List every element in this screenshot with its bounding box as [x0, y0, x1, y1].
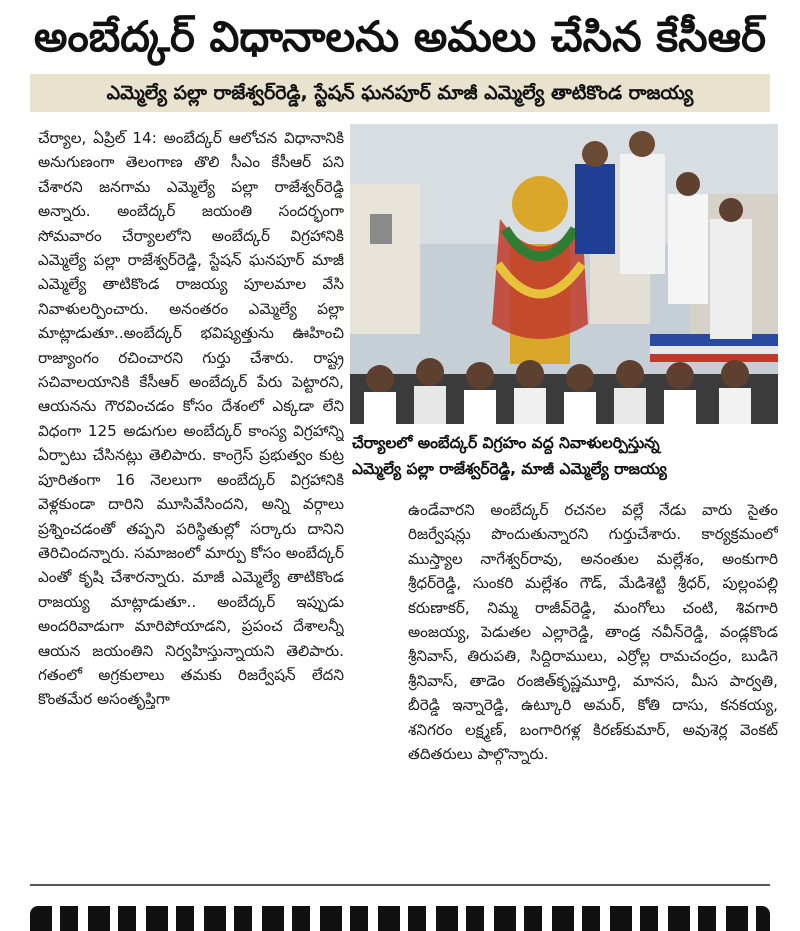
- article-subheadline: ఎమ్మెల్యే పల్లా రాజేశ్వర్‌రెడ్డి, స్టేషన్ ఘనపూర్ మాజీ ఎమ్మెల్యే తాటికొండ రాజయ్య: [30, 74, 770, 112]
- photo-caption-line-1: చేర్యాలలో అంబేద్కర్ విగ్రహం వద్ద నివాళులర్పిస్తున్న: [352, 434, 660, 452]
- news-photo: [350, 124, 778, 424]
- photo-caption-line-2: ఎమ్మెల్యే పల్లా రాజేశ్వర్‌రెడ్డి, మాజీ ఎమ్మెల్యే రాజయ్య: [352, 460, 667, 478]
- cropped-headline-glyphs: [30, 906, 770, 931]
- article-paragraph-right: ఉండేవారని అంబేద్కర్ రచనల వల్లే నేడు వారు సైతం రిజర్వేషన్లు పొందుతున్నారని గుర్తుచేశారు. కార్యక్రమంలో ముస్త్యాల నాగేశ్వర్‌రావు, అనంతుల మల్లేశం, అంకుగారి శ్రీధర్‌రెడ్డి, సుంకరి మల్లేశం గౌడ్, మేడిశెట్టి శ్రీధర్, పుల్లంపల్లి కరుణాకర్, నిమ్మ రాజీవ్‌రెడ్డి, మంగోలు చంటి, శివగారి అంజయ్య, పెడుతల ఎల్లారెడ్డి, తాండ్ర నవీన్‌రెడ్డి, వండ్లకొండ శ్రీనివాస్, తిరుపతి, సిద్దిరాములు, ఎర్రోల్ల రామచంద్రం, బుడిగె శ్రీనివాస్, తాడెం రంజిత్‌కృష్ణమూర్తి, మానస, మీస పార్వతి, బీరెడ్డి ఇన్నారెడ్డి, ఉట్కూరి అమర్, కోతి దాసు, కనకయ్య, శనిగరం లక్ష్మణ్, బంగారిగళ్ల కిరణ్‌కుమార్, అవుశెర్ల వెంకట్ తదితరులు పాల్గొన్నారు.: [408, 501, 778, 764]
- article-headline: అంబేద్కర్ విధానాలను అమలు చేసిన కేసీఆర్: [33, 12, 767, 61]
- next-article-headline-cropped: [0, 894, 800, 931]
- photo-caption: [352, 430, 778, 482]
- photo-illustration: [350, 124, 778, 424]
- article-column-left: [38, 126, 344, 866]
- article-column-right: [408, 498, 778, 878]
- section-divider: [30, 884, 770, 886]
- article-paragraph-left: చేర్యాల, ఏప్రిల్ 14: అంబేద్కర్ ఆలోచన విధానానికి అనుగుణంగా తెలంగాణ తొలి సీఎం కేసీఆర్ పని చేశారని జనగామ ఎమ్మెల్యే పల్లా రాజేశ్వర్‌రెడ్డి అన్నారు. అంబేద్కర్ జయంతి సందర్భంగా సోమవారం చేర్యాలలోని అంబేద్కర్ విగ్రహానికి ఎమ్మెల్యే పల్లా రాజేశ్వర్‌రెడ్డి, స్టేషన్ ఘనపూర్ మాజీ ఎమ్మెల్యే తాటికొండ రాజయ్య పూలమాల వేసి నివాళులర్పించారు. అనంతరం ఎమ్మెల్యే పల్లా మాట్లాడుతూ..అంబేద్కర్ భవిష్యత్తును ఊహించి రాజ్యాంగం రచించారని గుర్తు చేశారు. రాష్ట్ర సచివాలయానికి కేసీఆర్ అంబేద్కర్ పేరు పెట్టారని, ఆయనను గౌరవించడం కోసం దేశంలో ఎక్కడా లేని విధంగా 125 అడుగుల అంబేద్కర్ కాంస్య విగ్రహాన్ని ఏర్పాటు చేసినట్లు తెలిపారు. కాంగ్రెస్ ప్రభుత్వం కుట్ర పూరితంగా 16 నెలలుగా అంబేద్కర్ విగ్రహానికి వెళ్లకుండా దారిని మూసివేసిందని, అన్ని వర్గాలు ప్రశ్నించడంతో తప్పని పరిస్థితుల్లో సర్కారు దానిని తెరిచిందన్నారు. సమాజంలో మార్పు కోసం అంబేద్కర్ ఎంతో కృషి చేశారన్నారు. మాజీ ఎమ్మెల్యే తాటికొండ రాజయ్య మాట్లాడుతూ.. అంబేద్కర్ ఇప్పుడు అందరివాడుగా మారిపోయాడని, ప్రపంచ దేశాలన్నీ ఆయన జయంతిని నిర్వహిస్తున్నాయని తెలిపారు. గతంలో అగ్రకులాలు తమకు రిజర్వేషన్ లేదని కొంతమేర అసంతృప్తిగా: [38, 129, 344, 709]
